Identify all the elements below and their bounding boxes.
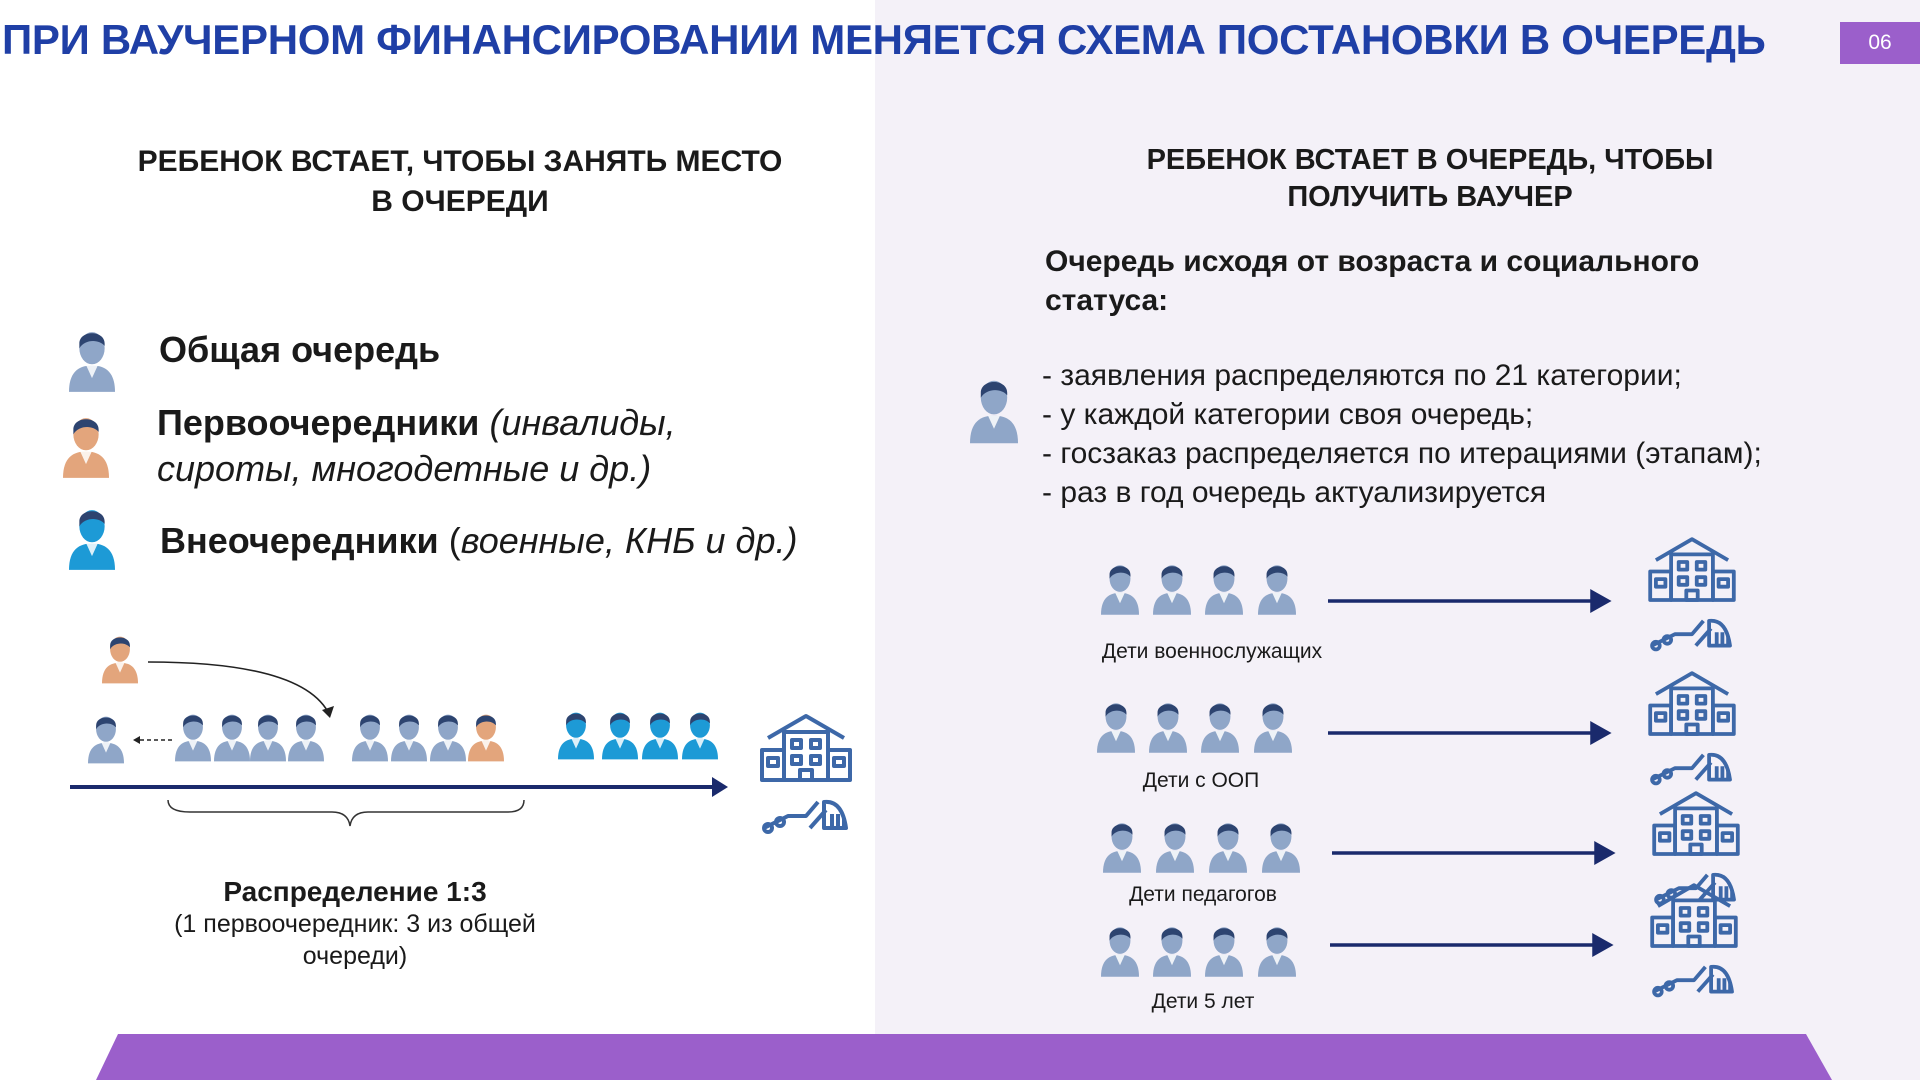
person-blue-icon [682, 713, 718, 760]
person-blue-icon [69, 510, 115, 570]
person-gray-icon [1209, 823, 1247, 872]
insert-arrowhead [322, 706, 334, 718]
insert-curve-arrow [148, 662, 328, 712]
group-label-military: Дети военнослужащих [1101, 640, 1323, 663]
group-label-teachers: Дети педагогов [1129, 883, 1277, 906]
distribution-note-line1: (1 первоочередник: 3 из общей [174, 910, 536, 938]
bullet-item: - раз в год очередь актуализируется [1042, 476, 1547, 509]
person-blue-icon [558, 713, 594, 760]
category-out-of-turn-paren: ( [448, 520, 461, 561]
right-heading-line1: РЕБЕНОК ВСТАЕТ В ОЧЕРЕДЬ, ЧТОБЫ [1146, 144, 1714, 176]
person-gray-icon [1254, 703, 1292, 752]
bullet-item: - госзаказ распределяется по итерациями (этапам); [1042, 437, 1762, 470]
person-gray-icon [1258, 927, 1296, 976]
queue-arrowhead [712, 777, 728, 797]
person-gray-icon [1201, 703, 1239, 752]
person-gray-icon [1262, 823, 1300, 872]
bottom-accent-band [96, 1034, 1832, 1080]
dashed-arrowhead [133, 736, 140, 744]
right-subheading-line1: Очередь исходя от возраста и социального [1045, 245, 1700, 278]
group-arrowhead [1592, 592, 1608, 610]
person-gray-icon [430, 715, 466, 762]
person-gray-icon [175, 715, 211, 762]
person-gray-icon [69, 332, 115, 392]
category-priority-note2: сироты, многодетные и др.) [157, 448, 652, 489]
person-gray-icon [352, 715, 388, 762]
kindergarten-icon [762, 716, 850, 832]
bullet-item: - у каждой категории своя очередь; [1042, 398, 1534, 431]
person-gray-icon [1205, 927, 1243, 976]
left-heading-line1: РЕБЕНОК ВСТАЕТ, ЧТОБЫ ЗАНЯТЬ МЕСТО [137, 145, 783, 178]
person-gray-icon [1101, 565, 1139, 614]
kindergarten-icon [1650, 673, 1734, 783]
person-gray-icon [1097, 703, 1135, 752]
category-priority-note: (инвалиды, [489, 402, 676, 443]
category-out-of-turn-note: военные, КНБ и др.) [460, 520, 798, 561]
person-gray-icon [391, 715, 427, 762]
right-subheading-line2: статуса: [1045, 284, 1169, 317]
group-label-age5: Дети 5 лет [1151, 990, 1255, 1013]
category-general-label: Общая очередь [159, 329, 441, 370]
left-heading-line2: В ОЧЕРЕДИ [371, 185, 549, 218]
group-arrowhead [1596, 844, 1612, 862]
slide-title: ПРИ ВАУЧЕРНОМ ФИНАНСИРОВАНИИ МЕНЯЕТСЯ СХЕМА ПОСТАНОВКИ В ОЧЕРЕДЬ [2, 16, 1766, 63]
page-number-badge: 06 [1840, 22, 1920, 64]
person-gray-icon [1205, 565, 1243, 614]
person-blue-icon [642, 713, 678, 760]
group-label-sen: Дети с ООП [1142, 769, 1260, 792]
person-gray-icon [1153, 565, 1191, 614]
group-arrowhead [1594, 936, 1610, 954]
person-gray-icon [1258, 565, 1296, 614]
person-gray-icon [1149, 703, 1187, 752]
category-out-of-turn-label: Внеочередники [160, 520, 439, 561]
grouping-brace [168, 800, 524, 826]
person-gray-icon [1153, 927, 1191, 976]
right-heading-line2: ПОЛУЧИТЬ ВАУЧЕР [1287, 181, 1573, 213]
person-gray-icon [250, 715, 286, 762]
person-gray-icon [214, 715, 250, 762]
person-tan-icon [63, 418, 109, 478]
person-tan-icon [102, 637, 138, 684]
person-gray-icon [1103, 823, 1141, 872]
person-gray-icon [1156, 823, 1194, 872]
person-gray-icon [1101, 927, 1139, 976]
distribution-note-line2: очереди) [302, 942, 408, 970]
person-gray-icon [970, 381, 1018, 443]
group-arrowhead [1592, 724, 1608, 742]
distribution-title: Распределение 1:3 [223, 876, 487, 907]
person-gray-icon [88, 717, 124, 764]
bullet-item: - заявления распределяются по 21 категории; [1042, 359, 1682, 392]
kindergarten-icon [1650, 539, 1734, 649]
person-gray-icon [288, 715, 324, 762]
person-tan-icon [468, 715, 504, 762]
category-priority-label: Первоочередники [157, 402, 480, 443]
kindergarten-icon [1652, 885, 1736, 995]
person-blue-icon [602, 713, 638, 760]
